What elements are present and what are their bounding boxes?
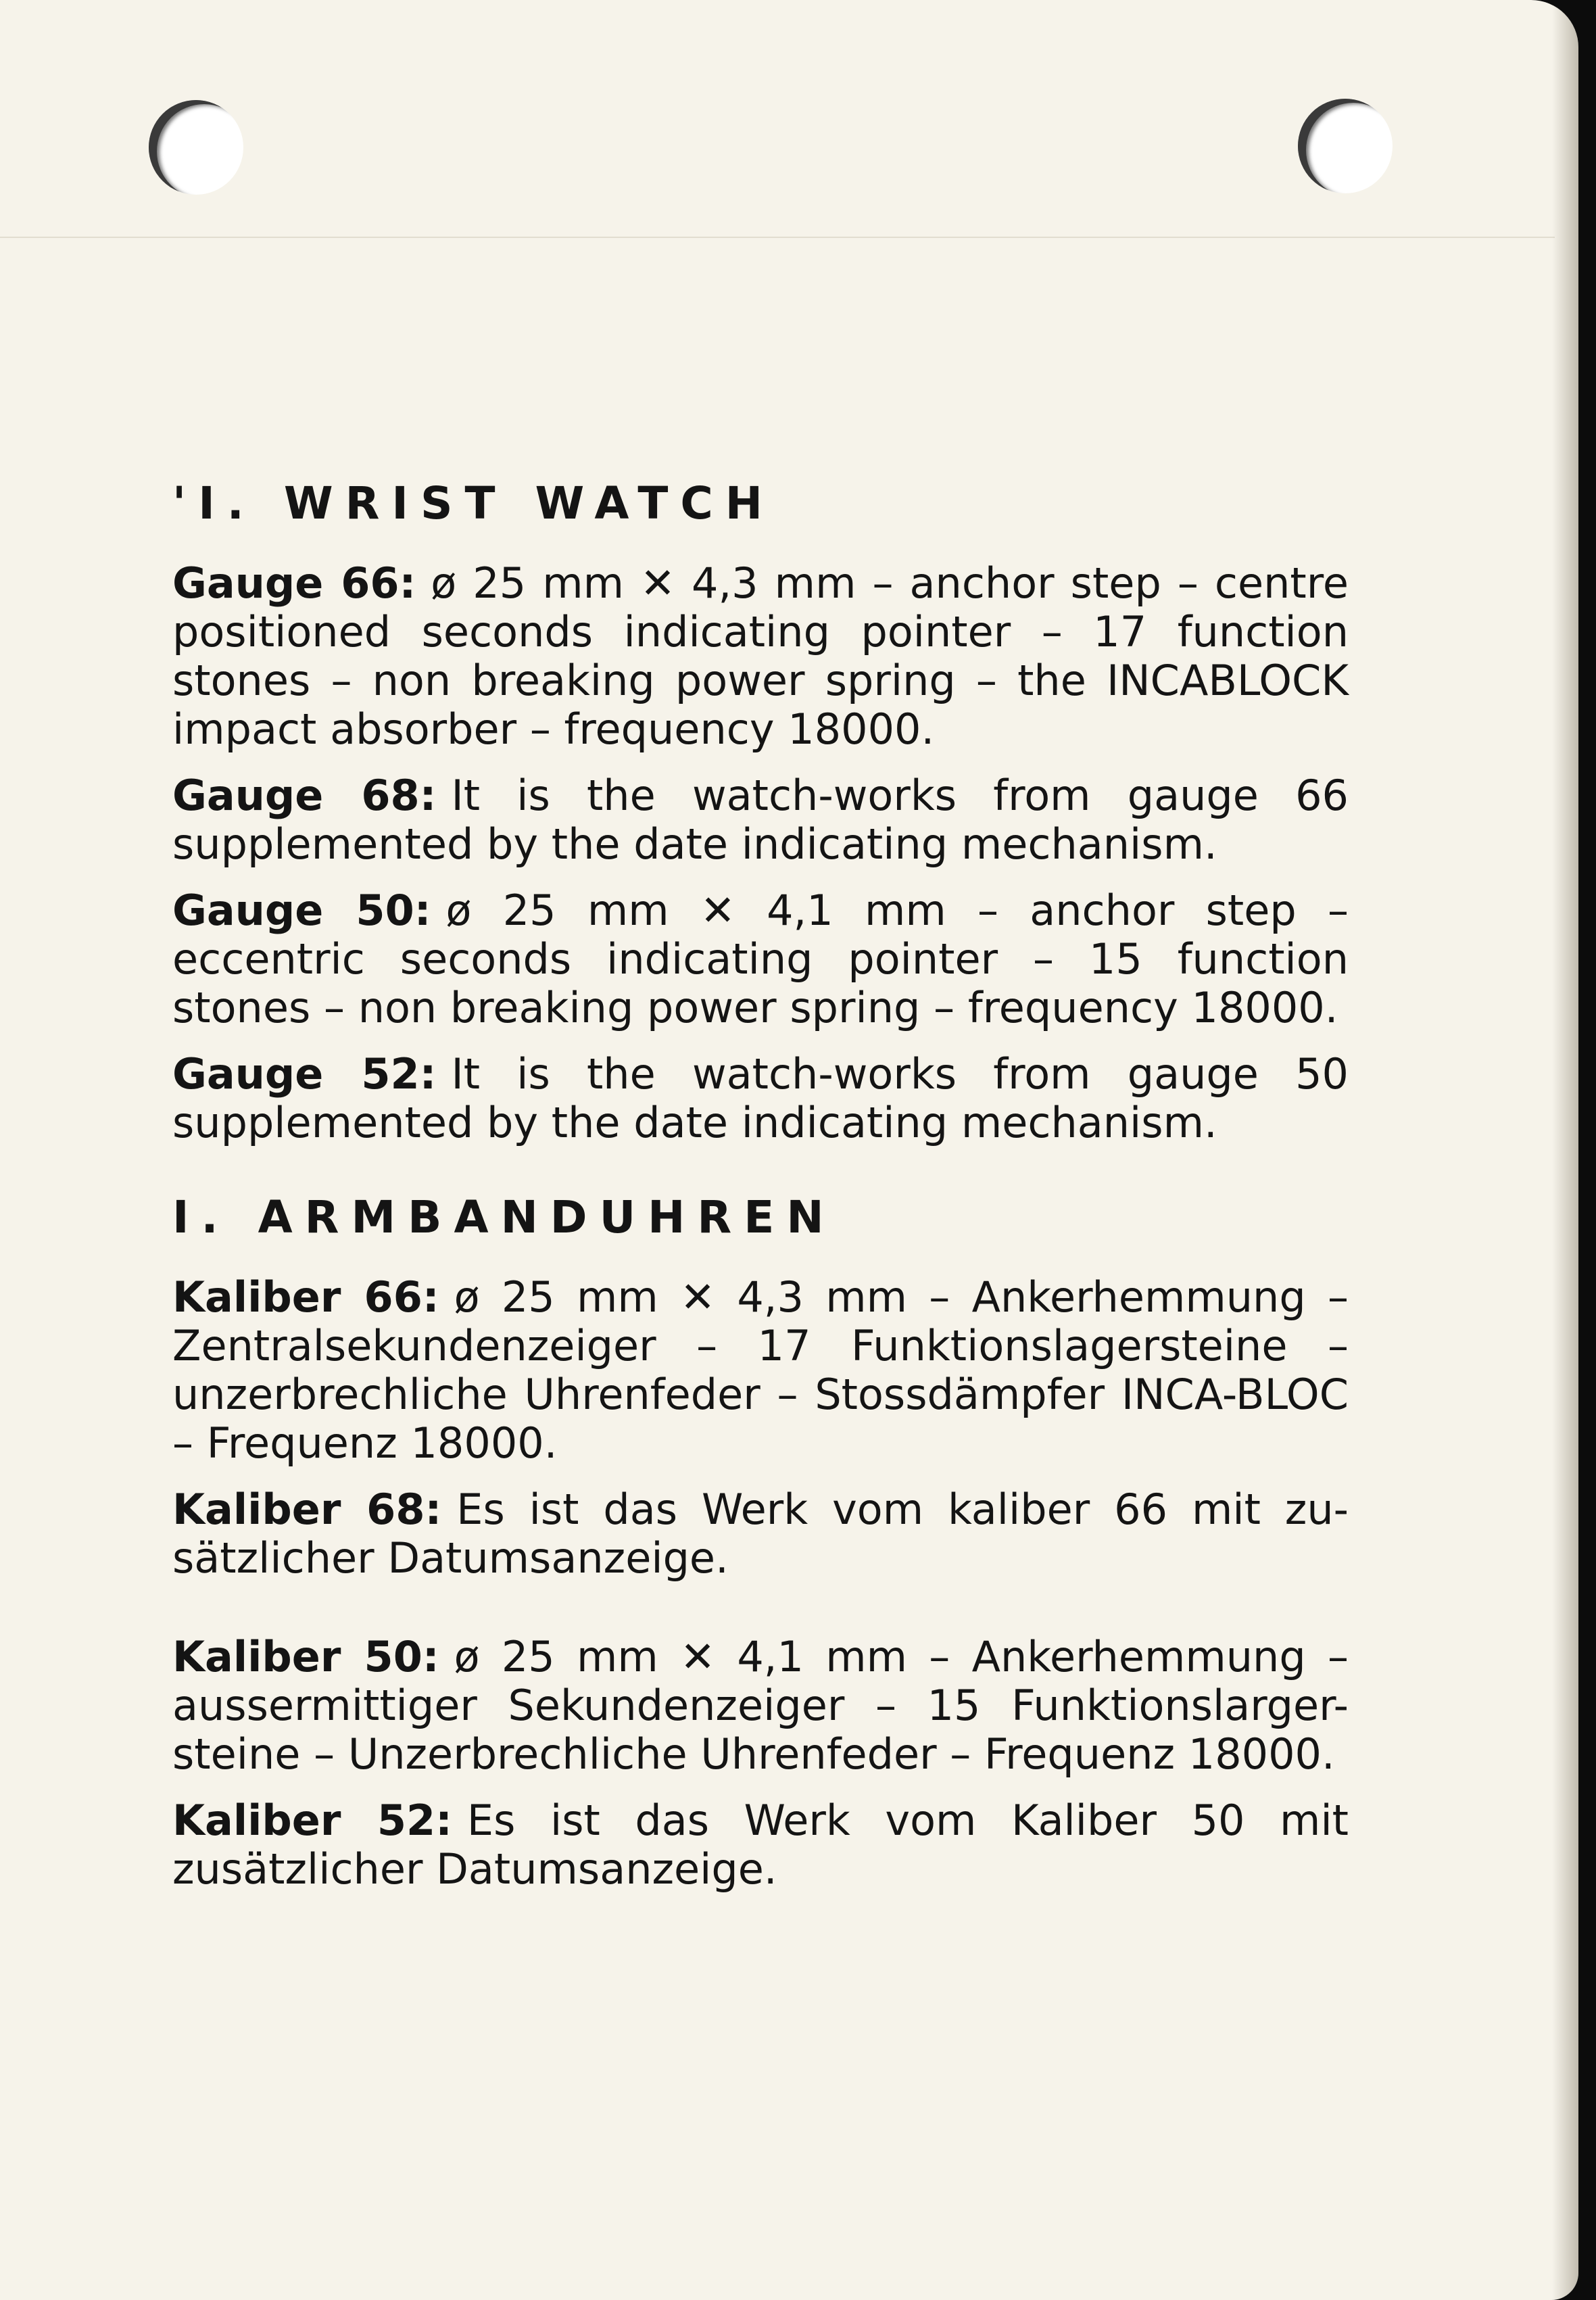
entry-gap [172, 1600, 1349, 1633]
entry-label: Kaliber 68: [172, 1485, 442, 1534]
entry-text: ø 25 mm ✕ 4,3 mm – anchor step – centre positioned seconds indicating pointer – 17 function stones – non breaking power spring – the INCABLOCK impact absorber – frequency 18000. [172, 558, 1349, 754]
entry-text: It is the watch-works from gauge 50 supplemented by the date indicating mechanism. [172, 1049, 1349, 1147]
entry-kaliber-52 [172, 1796, 1349, 1894]
entry-text: ø 25 mm ✕ 4,3 mm – Ankerhemmung – Zentralsekundenzeiger – 17 Funktionslagersteine – unzerbrechliche Uhrenfeder – Stossdämpfer INCA-BLOC – Frequenz 18000. [172, 1272, 1349, 1468]
entry-text: It is the watch-works from gauge 66 supplemented by the date indicating mechanism. [172, 771, 1349, 869]
entry-label: Gauge 50: [172, 886, 431, 935]
punch-hole-right [1298, 99, 1393, 193]
entry-label: Gauge 68: [172, 771, 437, 820]
entry-text: ø 25 mm ✕ 4,1 mm – anchor step – eccentric seconds indicating pointer – 15 function stones – non breaking power spring – frequency 18000. [172, 886, 1349, 1032]
section-heading-wrist-watch: 'I. WRIST WATCH [172, 477, 775, 529]
entry-gauge-66 [172, 559, 1349, 754]
entry-label: Gauge 52: [172, 1049, 437, 1099]
entry-gauge-68 [172, 771, 1349, 869]
entry-gauge-52 [172, 1050, 1349, 1147]
document-body [172, 477, 1349, 1911]
entry-label: Kaliber 52: [172, 1796, 452, 1845]
paper-crease [0, 237, 1555, 238]
entry-kaliber-66 [172, 1273, 1349, 1468]
section-heading-armbanduhren: I. ARMBANDUHREN [172, 1191, 836, 1243]
entry-kaliber-50 [172, 1633, 1349, 1779]
entry-text: Es ist das Werk vom kaliber 66 mit zu-sätzlicher Datumsanzeige. [172, 1485, 1349, 1583]
entry-gauge-50 [172, 886, 1349, 1032]
entry-label: Kaliber 50: [172, 1632, 439, 1681]
entry-label: Gauge 66: [172, 558, 416, 608]
entry-text: ø 25 mm ✕ 4,1 mm – Ankerhemmung – aussermittiger Sekundenzeiger – 15 Funktionslarger-steine – Unzerbrechliche Uhrenfeder – Frequenz 18000. [172, 1632, 1349, 1779]
card-edge-shadow [1552, 0, 1578, 2300]
entry-label: Kaliber 66: [172, 1272, 439, 1322]
entry-text: Es ist das Werk vom Kaliber 50 mit zusätzlicher Datumsanzeige. [172, 1796, 1349, 1894]
punch-hole-left [149, 100, 243, 195]
section-gap [172, 1165, 1349, 1191]
entry-kaliber-68 [172, 1485, 1349, 1583]
